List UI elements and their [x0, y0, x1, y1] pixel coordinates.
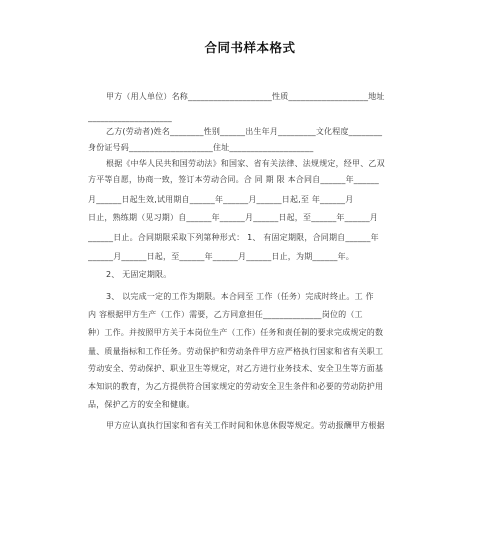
paragraph-line: 根据《中华人民共和国劳动法》和国家、省有关法律、法规规定，经甲、乙双 [106, 159, 385, 168]
paragraph-line: ______月______日起，至______年______月______日止，为期______年。 [88, 252, 354, 261]
party-a-address-blank: ____________________ [88, 113, 172, 122]
paragraph-line: 内 容根据甲方生产（工作）需要，乙方同意担任______________岗位的（工 [88, 310, 363, 319]
paragraph-line: 月______日起生效,试用期自______年______月______日起,至 年______月 [88, 195, 354, 204]
paragraph-line: 种）工作。并按照甲方关于本岗位生产（工作）任务和责任制的要求完成规定的数 [88, 328, 384, 337]
paragraph-line: 劳动安全、劳动保护、职业卫生等规定，对乙方进行业务技术、安全卫生等方面基 [88, 364, 384, 373]
list-item: 2、 无固定期限。 [106, 270, 172, 279]
paragraph-line: 方平等自愿，协商一致，签订本劳动合同。合 同 期 限 本合同自______年______ [88, 175, 379, 184]
paragraph-line: 甲方应认真执行国家和省有关工作时间和休息休假等规定。劳动报酬甲方根据 [106, 421, 385, 430]
party-a-line: 甲方（用人单位）名称____________________性质___________________地址 [106, 92, 385, 101]
paragraph-line: ______日止。合同期限采取下列第种形式： 1、 有固定期限，合同期自______年 [88, 233, 379, 242]
paragraph-line: 日止，熟练期（见习期）自______年______月______日起，至______年______月 [88, 213, 378, 222]
paragraph-line: 本知识的教育，为乙方提供符合国家规定的劳动安全卫生条件和必要的劳动防护用 [88, 382, 384, 391]
party-b-line: 乙方(劳动者)姓名________性别______出生年月_________文化程度________ [106, 127, 383, 136]
party-b-id-line: 身份证号码____________________住址____________________ [88, 143, 314, 152]
list-item: 3、 以完成一定的工作为期限。本合同至 工作（任务）完成时终止。工 作 [106, 292, 374, 301]
paragraph-line: 品，保护乙方的安全和健康。 [88, 400, 195, 409]
document-title: 合同书样本格式 [204, 40, 296, 55]
paragraph-line: 量、质量指标和工作任务。劳动保护和劳动条件甲方应严格执行国家和省有关职工 [88, 347, 384, 356]
